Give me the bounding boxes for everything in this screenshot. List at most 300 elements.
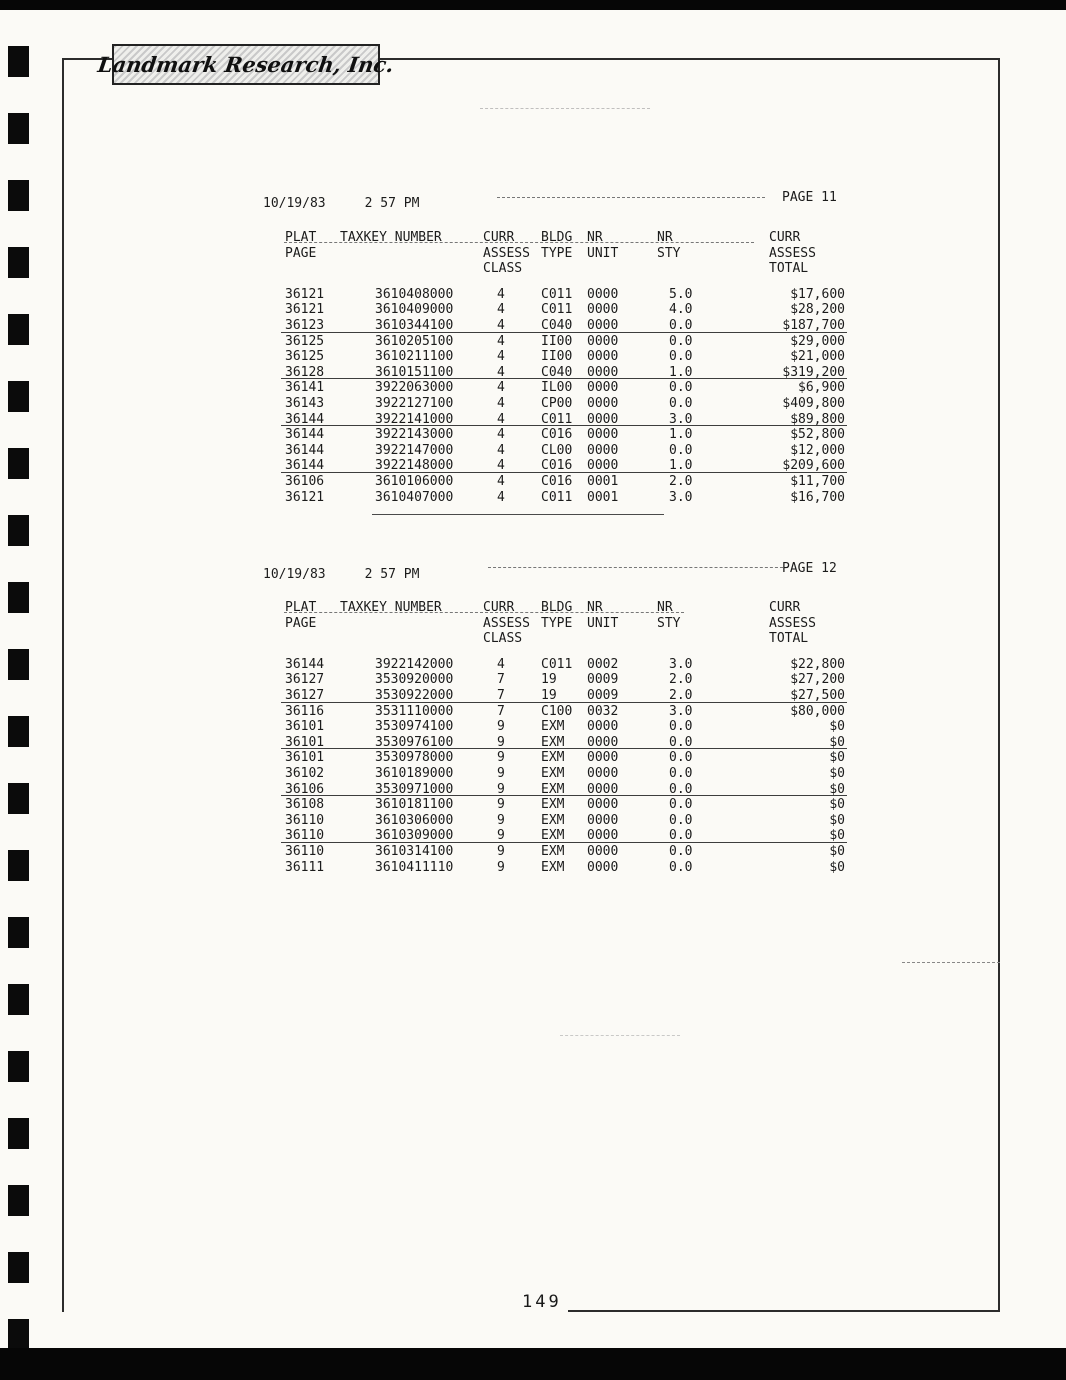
cell-bldg-type: II00 — [541, 349, 573, 365]
column-header-line: STY — [657, 615, 681, 631]
cell-curr-assess-class: 7 — [497, 687, 505, 703]
table-row — [285, 766, 845, 782]
cell-plat-page: 36116 — [285, 703, 325, 719]
column-header-line: NR — [587, 600, 603, 615]
cell-curr-assess-total: $11,700 — [790, 473, 845, 489]
cell-nr-sty: 0.0 — [669, 380, 693, 396]
cell-plat-page: 36101 — [285, 719, 325, 735]
table-body — [285, 657, 845, 875]
cell-nr-unit: 0000 — [587, 302, 619, 318]
column-header-line — [587, 261, 657, 277]
table-row — [285, 735, 845, 751]
cell-bldg-type: EXM — [541, 750, 565, 766]
cell-curr-assess-class: 7 — [497, 672, 505, 688]
assessment-table-page-12 — [285, 600, 845, 875]
cell-curr-assess-total: $6,900 — [798, 380, 845, 396]
column-header — [587, 230, 657, 277]
table-header — [285, 230, 845, 277]
cell-plat-page: 36121 — [285, 302, 325, 318]
table-row — [285, 443, 845, 459]
scan-edge-top — [0, 0, 1066, 10]
cell-nr-unit: 0000 — [587, 719, 619, 735]
cell-plat-page: 36110 — [285, 812, 325, 828]
cell-taxkey-number: 3530978000 — [375, 750, 454, 766]
report-page-label: PAGE 11 — [782, 190, 837, 205]
cell-curr-assess-class: 4 — [497, 427, 505, 443]
cell-nr-sty: 3.0 — [669, 411, 693, 427]
table-row — [285, 797, 845, 813]
report-header-page-12 — [263, 561, 903, 583]
cell-nr-sty: 2.0 — [669, 687, 693, 703]
cell-nr-unit: 0000 — [587, 349, 619, 365]
cell-plat-page: 36144 — [285, 411, 325, 427]
cell-taxkey-number: 3610189000 — [375, 765, 454, 781]
cell-nr-unit: 0000 — [587, 734, 619, 750]
cell-bldg-type: CL00 — [541, 442, 573, 458]
cell-nr-sty: 3.0 — [669, 656, 693, 672]
table-body — [285, 287, 845, 505]
table-row — [285, 427, 845, 443]
cell-taxkey-number: 3610205100 — [375, 333, 454, 349]
cell-curr-assess-class: 9 — [497, 750, 505, 766]
cell-nr-unit: 0001 — [587, 489, 619, 505]
cell-curr-assess-class: 4 — [497, 286, 505, 302]
table-row — [285, 396, 845, 412]
cell-curr-assess-total: $29,000 — [790, 333, 845, 349]
cell-curr-assess-total: $0 — [829, 859, 845, 875]
column-header-line: STY — [657, 245, 681, 261]
table-row — [285, 688, 845, 704]
cell-nr-unit: 0000 — [587, 333, 619, 349]
table-row — [285, 750, 845, 766]
cell-taxkey-number: 3922142000 — [375, 656, 454, 672]
column-header-line — [657, 261, 769, 277]
cell-bldg-type: EXM — [541, 828, 565, 844]
table-row — [285, 782, 845, 798]
column-header-line — [541, 261, 587, 277]
column-header-line — [375, 616, 483, 632]
column-header-line: NR — [657, 600, 673, 615]
cell-nr-unit: 0000 — [587, 765, 619, 781]
cell-plat-page: 36111 — [285, 859, 325, 875]
cell-bldg-type: EXM — [541, 781, 565, 797]
table-row — [285, 365, 845, 381]
cell-curr-assess-class: 9 — [497, 812, 505, 828]
cell-taxkey-number: 3610106000 — [375, 473, 454, 489]
cell-curr-assess-class: 4 — [497, 489, 505, 505]
cell-taxkey-number: 3922148000 — [375, 458, 454, 474]
cell-taxkey-number: 3922147000 — [375, 442, 454, 458]
column-header — [483, 600, 541, 647]
column-header-line: CURR — [769, 230, 801, 245]
table-row — [285, 844, 845, 860]
column-header-line: TAXKEY NUMBER — [340, 230, 442, 245]
cell-curr-assess-class: 4 — [497, 458, 505, 474]
column-header-line — [541, 631, 587, 647]
cell-nr-unit: 0001 — [587, 473, 619, 489]
cell-nr-sty: 0.0 — [669, 828, 693, 844]
table-header — [285, 600, 845, 647]
column-header-line — [375, 246, 483, 262]
cell-nr-sty: 0.0 — [669, 734, 693, 750]
cell-nr-unit: 0000 — [587, 411, 619, 427]
cell-curr-assess-class: 4 — [497, 302, 505, 318]
cell-nr-unit: 0000 — [587, 750, 619, 766]
cell-nr-sty: 2.0 — [669, 672, 693, 688]
cell-nr-unit: 0032 — [587, 703, 619, 719]
cell-bldg-type: EXM — [541, 719, 565, 735]
cell-curr-assess-class: 4 — [497, 364, 505, 380]
cell-curr-assess-total: $17,600 — [790, 286, 845, 302]
table-row — [285, 349, 845, 365]
cell-nr-sty: 0.0 — [669, 781, 693, 797]
cell-taxkey-number: 3610411110 — [375, 859, 454, 875]
cell-curr-assess-class: 4 — [497, 442, 505, 458]
column-header-line: ASSESS — [483, 615, 530, 631]
cell-nr-unit: 0000 — [587, 427, 619, 443]
cell-nr-sty: 0.0 — [669, 333, 693, 349]
cell-curr-assess-class: 9 — [497, 859, 505, 875]
cell-taxkey-number: 3530976100 — [375, 734, 454, 750]
cell-nr-unit: 0000 — [587, 781, 619, 797]
cell-curr-assess-total: $12,000 — [790, 442, 845, 458]
cell-nr-unit: 0000 — [587, 828, 619, 844]
column-header-line: TAXKEY NUMBER — [340, 600, 442, 615]
cell-bldg-type: C016 — [541, 427, 573, 443]
cell-taxkey-number: 3922127100 — [375, 395, 454, 411]
cell-plat-page: 36121 — [285, 286, 325, 302]
column-header — [657, 600, 769, 647]
cell-curr-assess-total: $89,800 — [790, 411, 845, 427]
cell-taxkey-number: 3610211100 — [375, 349, 454, 365]
cell-curr-assess-total: $80,000 — [790, 703, 845, 719]
cell-plat-page: 36106 — [285, 781, 325, 797]
table-row — [285, 704, 845, 720]
cell-plat-page: 36102 — [285, 765, 325, 781]
column-header-line: ASSESS — [483, 245, 530, 261]
column-header-line: CURR — [483, 600, 515, 615]
company-logo — [96, 44, 396, 85]
report-time: 2 57 PM — [364, 196, 420, 211]
cell-curr-assess-class: 9 — [497, 797, 505, 813]
column-header-line: TOTAL — [769, 261, 809, 277]
column-header-line — [285, 261, 375, 277]
cell-curr-assess-total: $27,200 — [790, 672, 845, 688]
cell-curr-assess-class: 4 — [497, 473, 505, 489]
table-row — [285, 412, 845, 428]
cell-curr-assess-total: $0 — [829, 843, 845, 859]
cell-nr-unit: 0000 — [587, 395, 619, 411]
column-header-line: BLDG — [541, 600, 573, 615]
column-header-line: TYPE — [541, 245, 573, 261]
cell-nr-sty: 3.0 — [669, 703, 693, 719]
cell-nr-unit: 0009 — [587, 687, 619, 703]
column-header-line: ASSESS — [769, 615, 816, 631]
cell-bldg-type: II00 — [541, 333, 573, 349]
page-number: 149 — [522, 1292, 562, 1312]
cell-curr-assess-class: 9 — [497, 765, 505, 781]
cell-curr-assess-total: $52,800 — [790, 427, 845, 443]
cell-bldg-type: C016 — [541, 458, 573, 474]
cell-taxkey-number: 3610306000 — [375, 812, 454, 828]
cell-curr-assess-total: $0 — [829, 781, 845, 797]
cell-nr-sty: 0.0 — [669, 395, 693, 411]
column-header-line: BLDG — [541, 230, 573, 245]
cell-taxkey-number: 3530920000 — [375, 672, 454, 688]
column-header — [769, 230, 845, 277]
column-header-line: UNIT — [587, 615, 619, 631]
cell-bldg-type: 19 — [541, 687, 557, 703]
cell-nr-unit: 0000 — [587, 380, 619, 396]
table-row — [285, 490, 845, 506]
column-header-line: PAGE — [285, 615, 317, 631]
cell-plat-page: 36128 — [285, 364, 325, 380]
cell-taxkey-number: 3922141000 — [375, 411, 454, 427]
table-row — [285, 334, 845, 350]
cell-plat-page: 36127 — [285, 687, 325, 703]
report-date: 10/19/83 — [263, 196, 326, 211]
cell-bldg-type: IL00 — [541, 380, 573, 396]
column-header-line: ASSESS — [769, 245, 816, 261]
cell-taxkey-number: 3610407000 — [375, 489, 454, 505]
column-header-line: CLASS — [483, 631, 523, 647]
cell-plat-page: 36125 — [285, 349, 325, 365]
cell-taxkey-number: 3922063000 — [375, 380, 454, 396]
cell-curr-assess-total: $0 — [829, 734, 845, 750]
table-row — [285, 458, 845, 474]
footer-rule — [568, 1310, 1000, 1312]
cell-curr-assess-total: $319,200 — [782, 364, 845, 380]
table-row — [285, 828, 845, 844]
column-header-line — [587, 631, 657, 647]
cell-nr-unit: 0000 — [587, 859, 619, 875]
table-row — [285, 318, 845, 334]
cell-taxkey-number: 3610309000 — [375, 828, 454, 844]
cell-nr-sty: 0.0 — [669, 797, 693, 813]
cell-bldg-type: C011 — [541, 489, 573, 505]
cell-nr-unit: 0002 — [587, 656, 619, 672]
cell-plat-page: 36144 — [285, 656, 325, 672]
cell-curr-assess-total: $27,500 — [790, 687, 845, 703]
column-header — [769, 600, 845, 647]
cell-curr-assess-class: 9 — [497, 719, 505, 735]
cell-bldg-type: EXM — [541, 765, 565, 781]
cell-curr-assess-total: $0 — [829, 797, 845, 813]
cell-plat-page: 36125 — [285, 333, 325, 349]
column-header-line: NR — [587, 230, 603, 245]
column-header — [340, 230, 483, 277]
cell-taxkey-number: 3531110000 — [375, 703, 454, 719]
table-row — [285, 813, 845, 829]
cell-taxkey-number: 3610151100 — [375, 364, 454, 380]
cell-curr-assess-total: $16,700 — [790, 489, 845, 505]
cell-curr-assess-total: $0 — [829, 828, 845, 844]
cell-bldg-type: C011 — [541, 411, 573, 427]
column-header-line: UNIT — [587, 245, 619, 261]
cell-curr-assess-class: 4 — [497, 380, 505, 396]
table-row — [285, 860, 845, 876]
cell-nr-sty: 1.0 — [669, 458, 693, 474]
column-header-line — [375, 631, 483, 647]
cell-nr-sty: 0.0 — [669, 750, 693, 766]
column-header — [483, 230, 541, 277]
column-header-line: PLAT — [285, 600, 317, 615]
column-header-line: TOTAL — [769, 631, 809, 647]
cell-nr-sty: 4.0 — [669, 302, 693, 318]
column-header-line: CURR — [769, 600, 801, 615]
cell-curr-assess-class: 9 — [497, 843, 505, 859]
cell-bldg-type: EXM — [541, 843, 565, 859]
cell-curr-assess-total: $209,600 — [782, 458, 845, 474]
cell-nr-sty: 0.0 — [669, 843, 693, 859]
cell-nr-unit: 0000 — [587, 286, 619, 302]
cell-curr-assess-total: $28,200 — [790, 302, 845, 318]
cell-plat-page: 36110 — [285, 843, 325, 859]
cell-bldg-type: EXM — [541, 797, 565, 813]
cell-bldg-type: C100 — [541, 703, 573, 719]
cell-nr-sty: 1.0 — [669, 427, 693, 443]
cell-curr-assess-total: $0 — [829, 812, 845, 828]
table-row — [285, 287, 845, 303]
column-header-line: TYPE — [541, 615, 573, 631]
report-date: 10/19/83 — [263, 567, 326, 582]
cell-curr-assess-class: 4 — [497, 656, 505, 672]
column-header-line — [375, 261, 483, 277]
cell-taxkey-number: 3530974100 — [375, 719, 454, 735]
cell-curr-assess-class: 4 — [497, 395, 505, 411]
company-name: Landmark Research, Inc. — [96, 52, 396, 77]
cell-plat-page: 36110 — [285, 828, 325, 844]
cell-taxkey-number: 3610314100 — [375, 843, 454, 859]
cell-taxkey-number: 3610344100 — [375, 317, 454, 333]
cell-plat-page: 36144 — [285, 458, 325, 474]
cell-nr-sty: 0.0 — [669, 765, 693, 781]
binding-holes — [8, 46, 29, 1358]
cell-nr-sty: 0.0 — [669, 442, 693, 458]
cell-curr-assess-class: 4 — [497, 349, 505, 365]
cell-curr-assess-total: $0 — [829, 765, 845, 781]
cell-plat-page: 36144 — [285, 442, 325, 458]
column-header-line — [285, 631, 375, 647]
cell-plat-page: 36123 — [285, 317, 325, 333]
cell-taxkey-number: 3530922000 — [375, 687, 454, 703]
scan-edge-bottom — [0, 1348, 1066, 1380]
cell-curr-assess-class: 9 — [497, 828, 505, 844]
table-row — [285, 474, 845, 490]
cell-curr-assess-total: $409,800 — [782, 395, 845, 411]
cell-taxkey-number: 3530971000 — [375, 781, 454, 797]
cell-nr-sty: 1.0 — [669, 364, 693, 380]
cell-nr-sty: 0.0 — [669, 859, 693, 875]
cell-plat-page: 36143 — [285, 395, 325, 411]
cell-nr-sty: 5.0 — [669, 286, 693, 302]
cell-nr-sty: 3.0 — [669, 489, 693, 505]
cell-bldg-type: 19 — [541, 672, 557, 688]
cell-plat-page: 36101 — [285, 734, 325, 750]
column-header — [657, 230, 769, 277]
column-header — [541, 600, 587, 647]
cell-bldg-type: C011 — [541, 302, 573, 318]
cell-nr-unit: 0000 — [587, 458, 619, 474]
cell-plat-page: 36144 — [285, 427, 325, 443]
report-header-page-11 — [263, 190, 903, 212]
cell-bldg-type: EXM — [541, 812, 565, 828]
cell-curr-assess-total: $0 — [829, 719, 845, 735]
column-header — [587, 600, 657, 647]
cell-curr-assess-class: 7 — [497, 703, 505, 719]
cell-nr-sty: 0.0 — [669, 719, 693, 735]
cell-nr-sty: 0.0 — [669, 812, 693, 828]
report-page-label: PAGE 12 — [782, 561, 837, 576]
cell-plat-page: 36141 — [285, 380, 325, 396]
column-header-line: PLAT — [285, 230, 317, 245]
cell-plat-page: 36127 — [285, 672, 325, 688]
cell-nr-unit: 0000 — [587, 812, 619, 828]
cell-bldg-type: C040 — [541, 364, 573, 380]
cell-bldg-type: C016 — [541, 473, 573, 489]
column-header — [541, 230, 587, 277]
column-header-line — [657, 631, 769, 647]
scan-artifact — [560, 1035, 680, 1036]
cell-bldg-type: EXM — [541, 859, 565, 875]
cell-curr-assess-total: $22,800 — [790, 656, 845, 672]
cell-taxkey-number: 3610408000 — [375, 286, 454, 302]
cell-nr-sty: 2.0 — [669, 473, 693, 489]
cell-taxkey-number: 3922143000 — [375, 427, 454, 443]
cell-nr-unit: 0000 — [587, 797, 619, 813]
column-header-line: NR — [657, 230, 673, 245]
cell-bldg-type: CP00 — [541, 395, 573, 411]
cell-curr-assess-class: 4 — [497, 317, 505, 333]
cell-curr-assess-class: 4 — [497, 333, 505, 349]
column-header — [340, 600, 483, 647]
cell-curr-assess-total: $0 — [829, 750, 845, 766]
cell-curr-assess-class: 9 — [497, 781, 505, 797]
cell-nr-unit: 0000 — [587, 317, 619, 333]
cell-nr-sty: 0.0 — [669, 317, 693, 333]
cell-plat-page: 36121 — [285, 489, 325, 505]
report-time: 2 57 PM — [364, 567, 420, 582]
cell-plat-page: 36108 — [285, 797, 325, 813]
scan-artifact — [480, 108, 650, 109]
cell-plat-page: 36106 — [285, 473, 325, 489]
cell-taxkey-number: 3610181100 — [375, 797, 454, 813]
scan-artifact — [902, 962, 1000, 963]
cell-bldg-type: C040 — [541, 317, 573, 333]
cell-bldg-type: EXM — [541, 734, 565, 750]
cell-nr-sty: 0.0 — [669, 349, 693, 365]
cell-plat-page: 36101 — [285, 750, 325, 766]
cell-nr-unit: 0009 — [587, 672, 619, 688]
scan-artifact — [372, 514, 664, 515]
column-header-line: CURR — [483, 230, 515, 245]
table-row — [285, 672, 845, 688]
cell-curr-assess-total: $21,000 — [790, 349, 845, 365]
cell-bldg-type: C011 — [541, 286, 573, 302]
cell-bldg-type: C011 — [541, 656, 573, 672]
cell-nr-unit: 0000 — [587, 843, 619, 859]
column-header-line: PAGE — [285, 245, 317, 261]
table-row — [285, 380, 845, 396]
table-row — [285, 719, 845, 735]
column-header-line: CLASS — [483, 261, 523, 277]
cell-curr-assess-total: $187,700 — [782, 317, 845, 333]
cell-nr-unit: 0000 — [587, 364, 619, 380]
cell-nr-unit: 0000 — [587, 442, 619, 458]
cell-curr-assess-class: 4 — [497, 411, 505, 427]
cell-curr-assess-class: 9 — [497, 734, 505, 750]
cell-taxkey-number: 3610409000 — [375, 302, 454, 318]
